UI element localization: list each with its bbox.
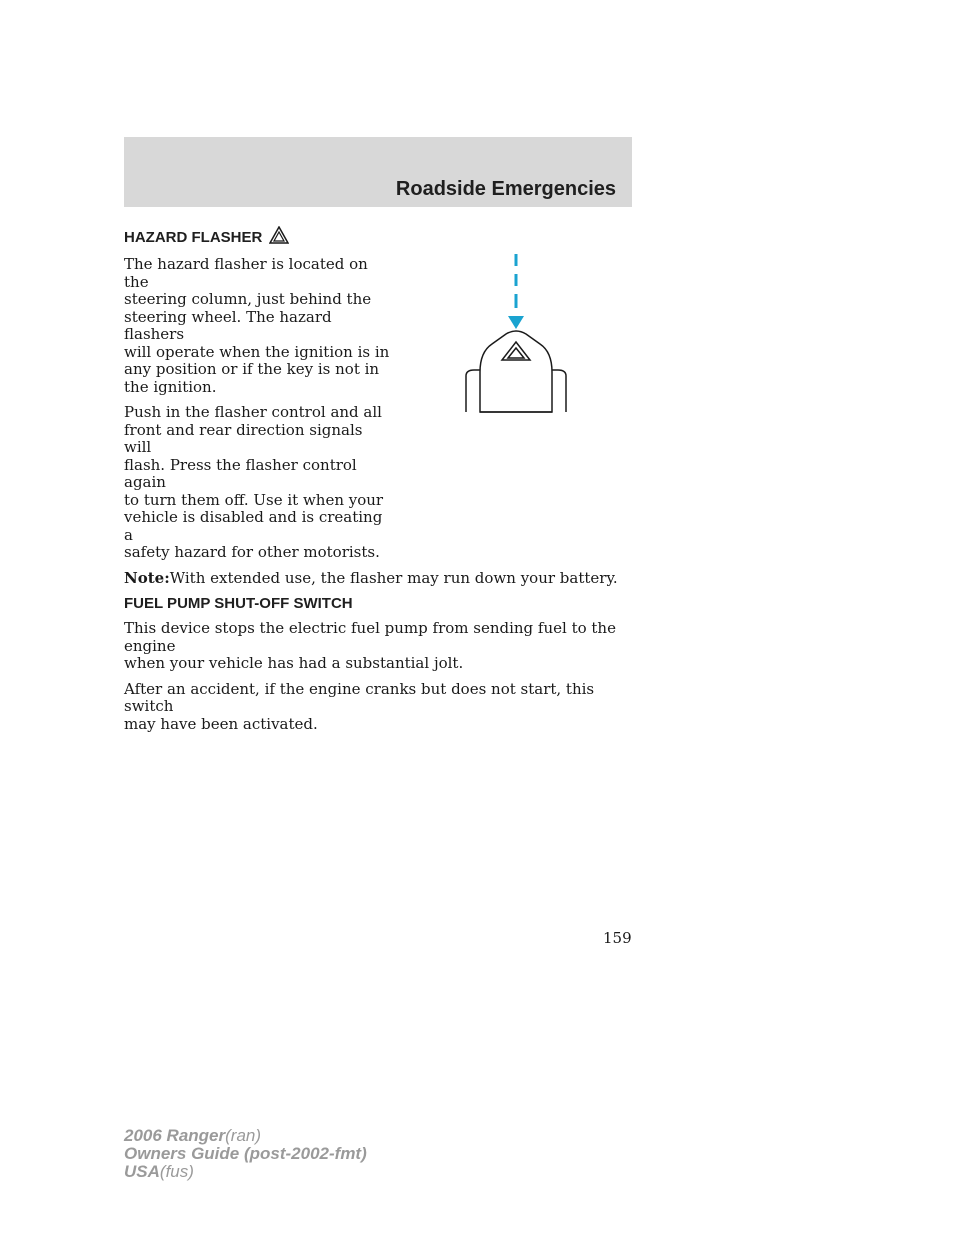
section-title: Roadside Emergencies: [395, 178, 616, 200]
hazard-heading-text: HAZARD FLASHER: [124, 229, 263, 246]
page-number: 159: [603, 929, 632, 947]
hazard-heading: [124, 226, 632, 248]
note-label: Note:: [124, 568, 170, 587]
fuel-pump-paragraph-1: This device stops the electric fuel pump from sending fuel to the engine when your vehicle has had a substantial jolt.: [124, 619, 616, 672]
note-text: With extended use, the flasher may run down your battery.: [169, 568, 618, 587]
hazard-switch-icon: [466, 331, 566, 412]
pointer-arrow-icon: [508, 254, 524, 329]
hazard-paragraph-1: The hazard flasher is located on the steering column, just behind the steering wheel. The hazard flashers will operate when the ignition is in any position or if the key is not in the ignition.: [124, 255, 390, 396]
document-footer: 2006 Ranger(ran) Owners Guide (post-2002-fmt) USA(fus): [124, 1126, 367, 1181]
fuel-pump-paragraph-2: After an accident, if the engine cranks but does not start, this switch may have been activated.: [124, 679, 595, 733]
hazard-paragraph-2: Push in the flasher control and all front and rear direction signals will flash. Press the flasher control again to turn them off. Use it when your vehicle is disabled and is creating a safety hazard for other motorists.: [124, 403, 384, 561]
fuel-pump-heading: FUEL PUMP SHUT-OFF SWITCH: [124, 595, 353, 612]
hazard-button-illustration: [464, 252, 568, 416]
hazard-note: [124, 570, 632, 588]
warning-triangle-icon: [269, 226, 289, 248]
section-header-band: [124, 137, 632, 207]
